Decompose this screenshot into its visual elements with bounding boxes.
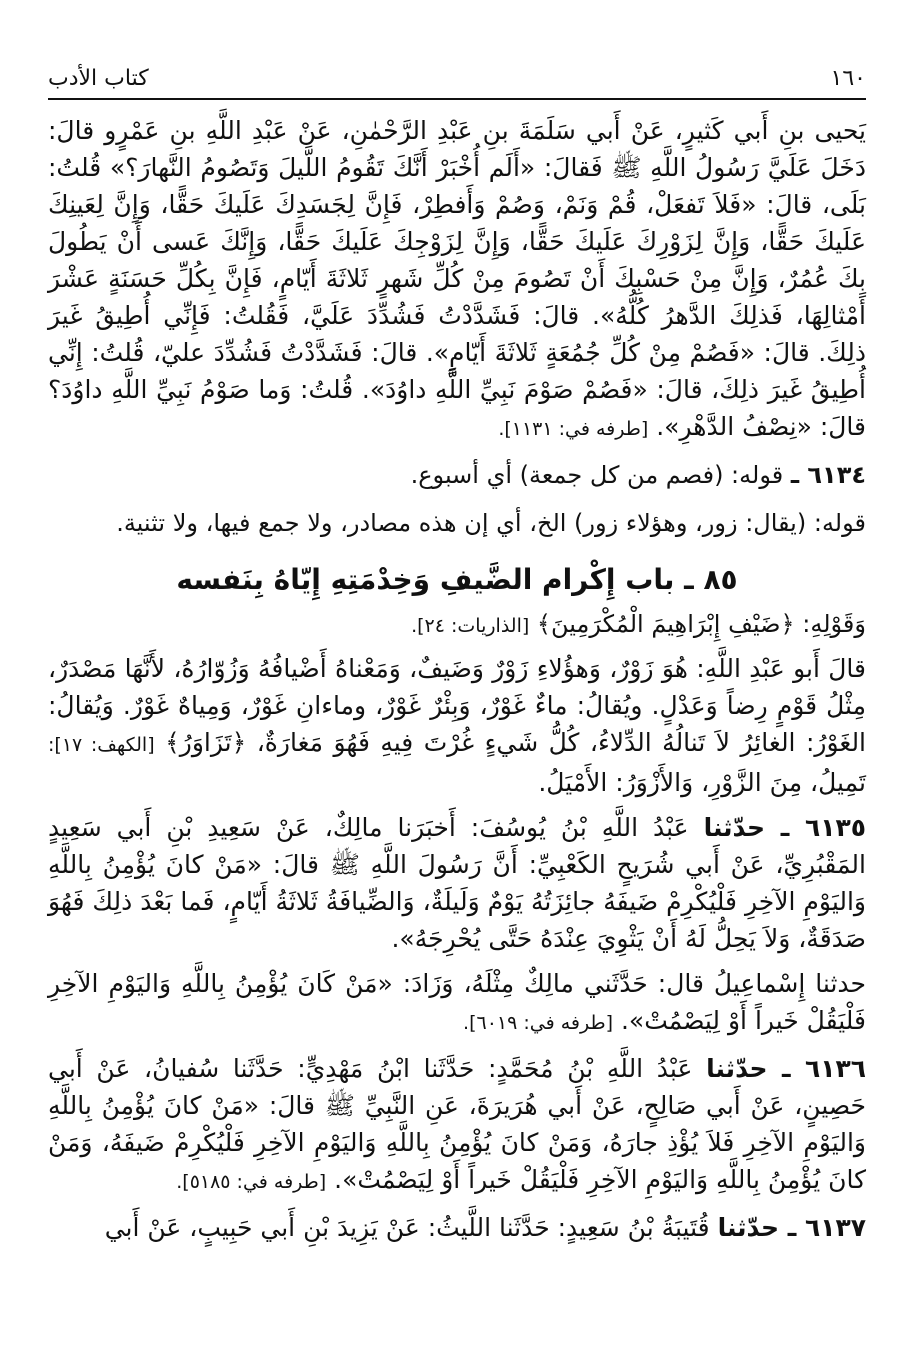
commentary-6134 xyxy=(48,456,866,494)
hadith-body: يَحيى بنِ أَبي كَثيرٍ، عَنْ أَبي سَلَمَةَ بنِ عَبْدِ الرَّحْمٰنِ، عَنْ عَبْدِ اللَّهِ بنِ عَمْرٍو قالَ: دَخَلَ عَلَيَّ رَسُولُ اللَّهِ ﷺ فَقالَ: «أَلَم أُخْبَرْ أَنَّكَ تَقُومُ اللَّيلَ وَتَصُومُ النَّهارَ؟» قُلتُ: بَلَى، قالَ: «فَلاَ تَفعَلْ، قُمْ وَنَمْ، وَصُمْ وَأَفطِرْ، فَإِنَّ لِجَسَدِكَ عَلَيكَ حَقًّا، وَإِنَّ لِعَينِكَ عَلَيكَ حَقًّا، وَإِنَّ لِزَوْرِكَ عَلَيكَ حَقًّا، وَإِنَّ لِزَوْجِكَ عَلَيكَ حَقًّا، وَإِنَّكَ عَسى أَنْ يَطُولَ بِكَ عُمُرٌ، وَإِنَّ مِنْ حَسْبِكَ أَنْ تَصُومَ مِنْ كُلِّ شَهرٍ ثَلاثَةَ أَيّامٍ، فَإِنَّ بِكُلِّ حَسَنَةٍ عَشْرَ أَمْثالِهَا، فَذلِكَ الدَّهرُ كُلُّهُ». قالَ: فَشَدَّدْتُ فَشُدِّدَ عَلَيَّ، فَقُلتُ: فَإِنِّي أُطِيقُ غَيرَ ذلِكَ. قالَ: «فَصُمْ مِنْ كُلِّ جُمُعَةٍ ثَلاثَةَ أَيّامٍ». قالَ: فَشَدَّدْتُ فَشُدِّدَ عليّ، قُلتُ: إِنِّي أُطِيقُ غَيرَ ذلِكَ، قالَ: «فَصُمْ صَوْمَ نَبِيِّ اللَّهِ داوُدَ». قُلتُ: وَما صَوْمُ نَبِيِّ اللَّهِ داوُدَ؟ قالَ: «نِصْفُ الدَّهْرِ». xyxy=(48,116,866,441)
hadith-body: حدثنا إِسْماعِيلُ قال: حَدَّثَني مالِكٌ مِثْلَهُ، وَزَادَ: «مَنْ كَانَ يُؤْمِنُ بِاللَّهِ وَاليَوْمِ الآخِرِ فَلْيَقُلْ خَيراً أَوْ لِيَصْمُتْ». xyxy=(48,969,866,1035)
page-header xyxy=(48,52,866,92)
commentary-number: ٦١٣٤ ـ xyxy=(790,461,866,489)
verse-reference: [الذاريات: ٢٤]. xyxy=(411,615,530,637)
commentary-text: قوله: (يقال: زور، وهؤلاء زور) الخ، أي إن هذه مصادر، ولا جمع فيها، ولا تثنية. xyxy=(116,509,866,537)
commentary-text: قوله: (فصم من كل جمعة) أي أسبوع. xyxy=(410,461,784,489)
chapter-heading: ٨٥ ـ باب إِكْرام الضَّيفِ وَخِدْمَتِهِ إِيّاهُ بِنَفسه xyxy=(176,563,738,596)
explanation-text: قالَ أَبو عَبْدِ اللَّهِ: هُوَ زَوْرٌ، وَهؤُلاءِ زَوْرٌ وَضَيفٌ، وَمَعْناهُ أَضْيافُهُ وَزُوّارُهُ، لأَنَّهَا مَصْدَرٌ، مِثْلُ قَوْمٍ رِضاً وَعَدْلٍ. ويُقالُ: ماءٌ غَوْرٌ، وَبِئْرٌ غَوْرٌ، وماءانِ غَوْرٌ، وَمِياهٌ غَوْرٌ. وَيُقالُ: الغَوْرُ: الغائِرُ لاَ تَنالُهُ الدِّلاءُ، كُلُّ شَيءٍ غُرْتَ فِيهِ فَهُوَ مَغارَةٌ، ﴿تَزَاوَرُ﴾ xyxy=(48,654,867,757)
hadith-body: عَبْدُ اللَّهِ بْنُ مُحَمَّدٍ: حَدَّثَنا ابْنُ مَهْدِيٍّ: حَدَّثَنا سُفيانُ، عَنْ أَبي حَصِينٍ، عَنْ أَبي صَالِحٍ، عَنْ أَبي هُرَيرَةَ، عَنِ النَّبِيِّ ﷺ قالَ: «مَنْ كانَ يُؤْمِنُ بِاللَّهِ وَاليَوْمِ الآخِرِ فَلاَ يُؤْذِ جارَهُ، وَمَنْ كانَ يُؤْمِنُ بِاللَّهِ وَاليَوْمِ الآخِرِ فَلْيُكْرِمْ ضَيفَهُ، وَمَنْ كانَ يُؤْمِنُ بِاللَّهِ وَاليَوْمِ الآخِرِ فَلْيَقُلْ خَيراً أَوْ لِيَصْمُتْ». xyxy=(48,1054,866,1194)
commentary-zawr xyxy=(48,504,866,542)
cross-reference: [طرفه في: ١١٣١]. xyxy=(498,418,649,440)
quran-citation xyxy=(48,606,866,644)
quran-verse: ﴿ضَيْفِ إِبْرَاهِيمَ الْمُكْرَمِينَ﴾ xyxy=(536,610,795,638)
book-title: كتاب الأدب xyxy=(48,65,149,91)
header-rule xyxy=(48,98,866,100)
verse-reference: [الكهف: ١٧]: xyxy=(48,734,155,756)
hadith-6136 xyxy=(48,1050,866,1201)
hadith-number: ٦١٣٦ ـ حدّثنا xyxy=(706,1054,867,1083)
hadith-6135 xyxy=(48,809,866,957)
hadith-body: قُتَيبَةُ بْنُ سَعِيدٍ: حَدَّثَنا اللَّيثُ: عَنْ يَزِيدَ بْنِ أَبي حَبِيبٍ، عَنْ أَبي xyxy=(104,1213,710,1242)
hadith-number: ٦١٣٥ ـ حدّثنا xyxy=(703,813,867,842)
hadith-number: ٦١٣٧ ـ حدّثنا xyxy=(717,1213,866,1242)
hadith-6137 xyxy=(48,1209,866,1246)
page-number: ١٦٠ xyxy=(830,65,866,91)
cross-reference: [طرفه في: ٥١٨٥]. xyxy=(176,1171,327,1193)
hadith-body: عَبْدُ اللَّهِ بْنُ يُوسُفَ: أَخبَرَنا مالِكٌ، عَنْ سَعِيدِ بْنِ أَبي سَعِيدٍ المَقْبُرِيِّ، عَنْ أَبي شُرَيحٍ الكَعْبِيِّ: أَنَّ رَسُولَ اللَّهِ ﷺ قالَ: «مَنْ كانَ يُؤْمِنُ بِاللَّهِ وَاليَوْمِ الآخِرِ فَلْيُكْرِمْ ضَيفَهُ جائِزَتُهُ يَوْمٌ وَلَيلَةٌ، وَالضِّيافَةُ ثَلاثَةُ أَيّامٍ، فَما بَعْدَ ذلِكَ فَهُوَ صَدَقَةٌ، وَلاَ يَحِلُّ لَهُ أَنْ يَثْوِيَ عِنْدَهُ حَتَّى يُحْرِجَهُ». xyxy=(48,813,866,953)
hadith-6135-variant xyxy=(48,965,866,1042)
hadith-text-continued xyxy=(48,112,866,448)
explanation-paragraph xyxy=(48,650,866,801)
citation-prefix: وَقَوْلِهِ: xyxy=(802,610,866,638)
cross-reference: [طرفه في: ٦٠١٩]. xyxy=(463,1012,613,1034)
explanation-tail: تَمِيلُ، مِنَ الزَّوْرِ، وَالأَزْوَرُ: الأَمْيَلُ. xyxy=(538,768,866,797)
